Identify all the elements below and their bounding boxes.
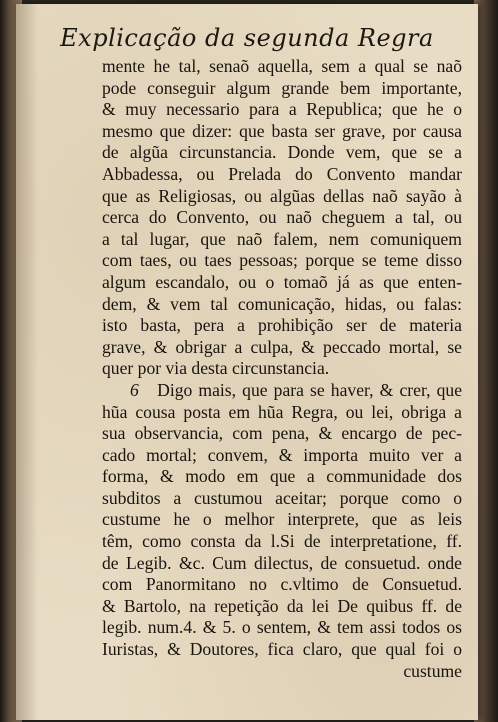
text-line: & Bartolo, na repetição da lei De quibus ff. de [102, 595, 462, 616]
text-line: têm, como consta da l.Si de interpretatione, ff. [102, 531, 462, 552]
text-line: sua observancia, com pena, & encargo de pec- [102, 423, 462, 444]
text-line: legib. num.4. & 5. o sentem, & tem assi todos os [102, 617, 462, 638]
text-line: Digo mais, que para se haver, & crer, que [157, 379, 462, 400]
text-line: custume he o melhor interprete, que as leis [102, 509, 462, 530]
text-line: pode conseguir algum grande bem importante, [102, 77, 462, 98]
running-head: Explicação da segunda Regra [60, 24, 434, 52]
text-line: isto basta, pera a prohibição ser de materia [102, 315, 462, 336]
catchword: custume [403, 660, 462, 681]
text-line: dem, & vem tal comunicação, hidas, ou falas: [102, 293, 462, 314]
text-line: com taes, ou taes pessoas; porque se teme disso [102, 250, 462, 271]
text-line: Abbadessa, ou Prelada do Convento mandar [102, 163, 462, 184]
text-line: que as Religiosas, ou algũas dellas naõ sayão à [102, 185, 462, 206]
text-line: cado mortal; convem, & importa muito ver a [102, 444, 462, 465]
paragraph-first-line [102, 380, 462, 402]
paragraph-number: 6 [130, 379, 139, 400]
text-line: forma, & modo em que a communidade dos [102, 466, 462, 487]
text-line: subditos a custumou aceitar; porque como o [102, 487, 462, 508]
body-text [102, 56, 462, 682]
text-line: quer por via desta circunstancia. [102, 358, 330, 379]
text-line: a tal lugar, que naõ falem, nem comuniquem [102, 228, 462, 249]
text-line: algum escandalo, ou o tomaõ já as que enten- [102, 271, 462, 292]
text-line: Iuristas, & Doutores, fica claro, que qual foi o [102, 639, 462, 660]
text-line: mesmo que dizer: que basta ser grave, por causa [102, 120, 462, 141]
text-line: de algũa circunstancia. Donde vem, que se a [102, 142, 462, 163]
text-line: mente he tal, senaõ aquella, sem a qual se naõ [102, 56, 462, 76]
text-line: cerca do Convento, ou naõ cheguem a tal, ou [102, 207, 462, 228]
text-line: com Panormitano no c.vltimo de Consuetud. [102, 574, 462, 595]
text-line: & muy necessario para a Republica; que he o [102, 99, 462, 120]
text-line: grave, & obrigar a culpa, & peccado mortal, se [102, 336, 462, 357]
text-line: hũa cousa posta em hũa Regra, ou lei, obriga a [102, 401, 462, 422]
book-page [16, 4, 478, 720]
text-line: de Legib. &c. Cum dilectus, de consuetud. onde [102, 552, 462, 573]
